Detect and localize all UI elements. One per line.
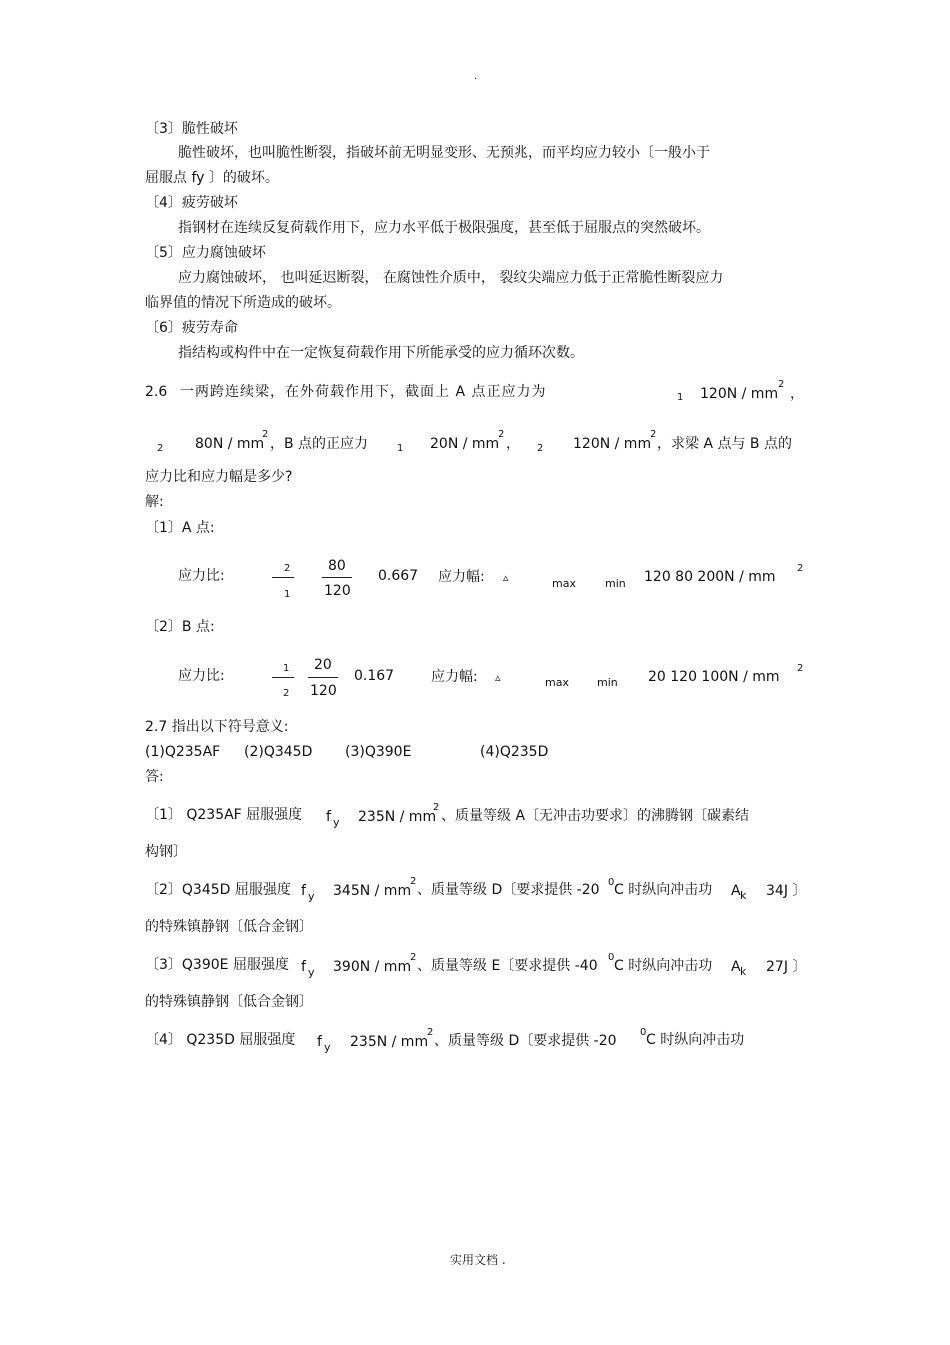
q26-number: 2.6: [145, 384, 168, 400]
q26-text4: 应力比和应力幅是多少?: [145, 469, 293, 485]
term-4-body: 指钢材在连续反复荷载作用下，应力水平低于极限强度，甚至低于屈服点的突然破坏。: [178, 220, 710, 236]
a-amp-label: 应力幅:: [438, 569, 485, 585]
a3-post: C 时纵向冲击功: [614, 958, 713, 974]
a3-pre: 〔3〕Q390E 屈服强度: [145, 957, 289, 973]
a3-mid: 、质量等级 E〔要求提供 -40: [417, 958, 598, 974]
a4-exp: 2: [427, 1027, 434, 1038]
q27-item-1: (1)Q235AF: [145, 744, 221, 760]
a-ratio-label: 应力比:: [178, 568, 225, 584]
a1-line2: 构钢〕: [145, 844, 187, 860]
a1-f: f: [326, 809, 331, 825]
a4-y: y: [324, 1041, 331, 1054]
a3-f: f: [301, 959, 306, 975]
q26-comma2: ，: [506, 436, 520, 452]
a3-y: y: [308, 966, 315, 979]
header-dot: .: [474, 71, 478, 82]
q26-b-title: 〔2〕B 点:: [145, 619, 215, 635]
term-3-body-line2: 屈服点 fy 〕的破坏。: [145, 170, 279, 186]
b-fraction-bar-sym: [272, 677, 294, 678]
a2-ak-a: A: [731, 883, 741, 899]
b-num-sym: 1: [283, 663, 290, 674]
a2-line2: 的特殊镇静钢〔低合金钢〕: [145, 919, 313, 935]
a-fraction-bar-sym: [272, 577, 294, 578]
term-4-title: 〔4〕疲劳破坏: [145, 195, 238, 211]
term-3-body-line1: 脆性破坏，也叫脆性断裂，指破坏前无明显变形、无预兆，而平均应力较小〔一般小于: [178, 145, 710, 161]
a4-f: f: [317, 1034, 322, 1050]
q26-sub1: 1: [677, 392, 684, 403]
a2-ak: 34J 〕: [766, 883, 807, 899]
b-ratio-label: 应力比:: [178, 668, 225, 684]
b-den: 120: [310, 683, 337, 699]
term-5-body-line2: 临界值的情况下所造成的破坏。: [145, 295, 341, 311]
a3-ak-k: k: [740, 965, 747, 978]
q26-exp2: 2: [262, 429, 269, 440]
a2-val: 345N / mm: [333, 883, 412, 899]
a-calc: 120 80 200N / mm: [644, 569, 776, 585]
q26-text2: ，B 点的正应力: [270, 436, 369, 452]
q26-exp3: 2: [498, 429, 505, 440]
a1-y: y: [333, 816, 340, 829]
a1-exp: 2: [433, 802, 440, 813]
q26-val2: 80N / mm: [195, 436, 265, 452]
term-5-body-line1: 应力腐蚀破坏， 也叫延迟断裂， 在腐蚀性介质中， 裂纹尖端应力低于正常脆性断裂应力: [178, 270, 724, 286]
delta-icon: ▵: [503, 571, 509, 584]
a1-pre: 〔1〕 Q235AF 屈服强度: [145, 807, 303, 823]
b-amp-label: 应力幅:: [431, 669, 478, 685]
q26-a-title: 〔1〕A 点:: [145, 520, 215, 536]
q26-sub2: 2: [157, 443, 164, 454]
q27-answer: 答:: [145, 769, 164, 785]
q26-sub3: 1: [397, 443, 404, 454]
a4-pre: 〔4〕 Q235D 屈服强度: [145, 1032, 296, 1048]
q27-item-2: (2)Q345D: [244, 744, 313, 760]
b-den-sym: 2: [283, 688, 290, 699]
a2-ak-k: k: [740, 889, 747, 902]
a4-val: 235N / mm: [350, 1034, 429, 1050]
a-min: min: [605, 577, 626, 590]
q26-text1: 一两跨连续梁，在外荷载作用下，截面上 A 点正应力为: [180, 384, 547, 400]
a3-ak: 27J 〕: [766, 959, 807, 975]
footer-text: 实用文档 .: [450, 1253, 506, 1267]
term-3-title: 〔3〕脆性破坏: [145, 121, 238, 137]
q26-sub4: 2: [537, 443, 544, 454]
a3-val: 390N / mm: [333, 959, 412, 975]
a-den: 120: [324, 583, 351, 599]
q27-item-3: (3)Q390E: [345, 744, 412, 760]
a2-mid: 、质量等级 D〔要求提供 -20: [417, 882, 600, 898]
a1-val: 235N / mm: [358, 809, 437, 825]
a2-pre: 〔2〕Q345D 屈服强度: [145, 882, 291, 898]
delta-icon-b: ▵: [495, 671, 501, 684]
q26-comma: ，: [790, 386, 804, 402]
term-6-title: 〔6〕疲劳寿命: [145, 320, 238, 336]
b-ratio: 0.167: [354, 668, 395, 684]
a-num-sym: 2: [284, 563, 291, 574]
a-ratio: 0.667: [378, 568, 419, 584]
a1-post: 、质量等级 A〔无冲击功要求〕的沸腾钢〔碳素结: [441, 808, 750, 824]
a-den-sym: 1: [284, 589, 291, 600]
b-fraction-bar: [308, 677, 338, 678]
a2-f: f: [301, 883, 306, 899]
a4-deg: 0: [640, 1027, 647, 1038]
b-min: min: [597, 676, 618, 689]
q27-item-4: (4)Q235D: [480, 744, 549, 760]
b-calc: 20 120 100N / mm: [648, 669, 780, 685]
a2-post: C 时纵向冲击功: [614, 882, 713, 898]
q26-val1: 120N / mm: [700, 386, 779, 402]
a4-mid: 、质量等级 D〔要求提供 -20: [434, 1033, 617, 1049]
a2-exp: 2: [410, 876, 417, 887]
a3-line2: 的特殊镇静钢〔低合金钢〕: [145, 994, 313, 1010]
a3-deg: 0: [608, 952, 615, 963]
q26-text3: ，求梁 A 点与 B 点的: [657, 436, 792, 452]
b-max: max: [545, 676, 569, 689]
a2-y: y: [308, 890, 315, 903]
b-num: 20: [314, 657, 332, 673]
a-fraction-bar: [322, 577, 352, 578]
term-5-title: 〔5〕应力腐蚀破坏: [145, 245, 266, 261]
q27-title: 2.7 指出以下符号意义:: [145, 719, 289, 735]
a-exp: 2: [797, 563, 804, 574]
a3-exp: 2: [410, 952, 417, 963]
q26-exp4: 2: [650, 429, 657, 440]
a4-post: C 时纵向冲击功: [646, 1032, 745, 1048]
a2-deg: 0: [608, 877, 615, 888]
q26-val4: 120N / mm: [573, 436, 652, 452]
b-exp: 2: [797, 663, 804, 674]
a-max: max: [552, 577, 576, 590]
a-num: 80: [328, 558, 346, 574]
term-6-body: 指结构或构件中在一定恢复荷载作用下所能承受的应力循环次数。: [178, 345, 584, 361]
q26-solve: 解:: [145, 494, 164, 510]
q26-val3: 20N / mm: [430, 436, 500, 452]
a3-ak-a: A: [731, 959, 741, 975]
q26-exp1: 2: [778, 379, 785, 390]
